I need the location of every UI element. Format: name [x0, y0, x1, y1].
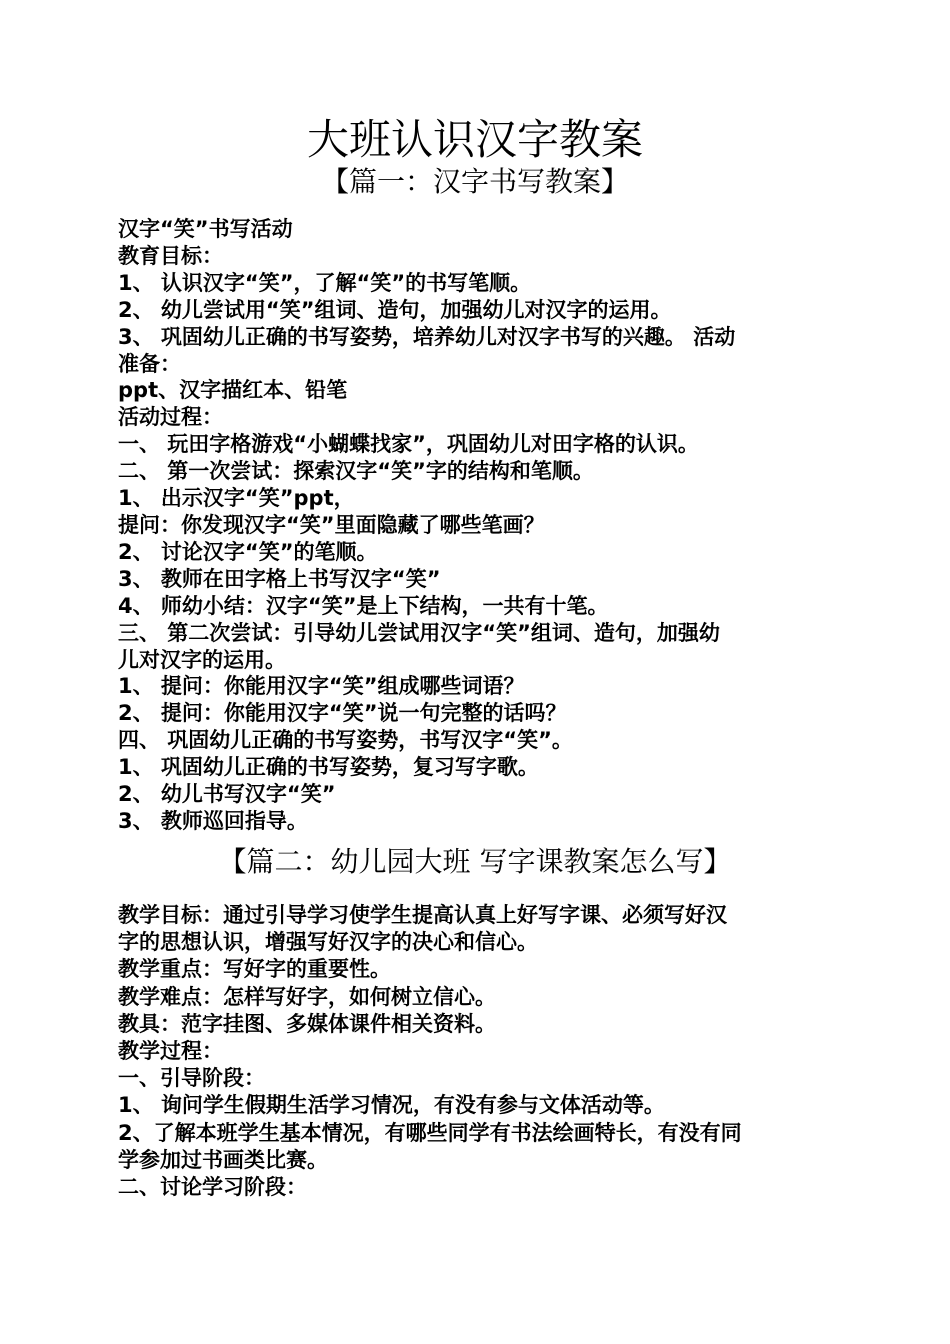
section2-heading: 【篇二：幼儿园大班 写字课教案怎么写】 [218, 845, 732, 878]
text-line: 3、 巩固幼儿正确的书写姿势，培养幼儿对汉字书写的兴趣。 活动 [118, 324, 736, 349]
text-line: 二、 第一次尝试：探索汉字“笑”字的结构和笔顺。 [118, 459, 594, 484]
text-line: ppt、汉字描红本、铅笔 [118, 378, 348, 403]
text-line: 2、 讨论汉字“笑”的笔顺。 [118, 539, 378, 564]
text-line: 2、 幼儿尝试用“笑”组词、造句，加强幼儿对汉字的运用。 [118, 297, 672, 322]
text-line: 2、 提问：你能用汉字“笑”说一句完整的话吗？ [118, 701, 567, 726]
text-line: 提问：你发现汉字“笑”里面隐藏了哪些笔画？ [118, 512, 545, 537]
text-line: 教具：范字挂图、多媒体课件相关资料。 [118, 1011, 496, 1036]
text-line: 1、 提问：你能用汉字“笑”组成哪些词语？ [118, 674, 525, 699]
document-title: 大班认识汉字教案 [306, 115, 643, 164]
text-line: 二、讨论学习阶段： [118, 1175, 307, 1200]
text-line: 1、 巩固幼儿正确的书写姿势，复习写字歌。 [118, 755, 539, 780]
text-line: 准备： [118, 351, 181, 376]
text-line: 1、 询问学生假期生活学习情况，有没有参与文体活动等。 [118, 1093, 665, 1118]
text-line: 活动过程： [118, 405, 223, 430]
section1-heading: 【篇一：汉字书写教案】 [320, 165, 629, 198]
text-line: 汉字“笑”书写活动 [118, 217, 293, 241]
text-line: 学参加过书画类比赛。 [118, 1147, 328, 1172]
text-line: 教育目标： [118, 243, 223, 268]
section2-body [118, 902, 838, 1201]
text-line: 字的思想认识，增强写好汉字的决心和信心。 [118, 930, 538, 955]
text-line: 教学难点：怎样写好字，如何树立信心。 [118, 984, 496, 1009]
text-line: 2、 幼儿书写汉字“笑” [118, 782, 336, 807]
text-line: 儿对汉字的运用。 [118, 647, 286, 672]
text-line: 4、 师幼小结：汉字“笑”是上下结构，一共有十笔。 [118, 593, 609, 618]
text-line: 1、 认识汉字“笑”，了解“笑”的书写笔顺。 [118, 270, 532, 295]
text-line: 3、 教师在田字格上书写汉字“笑” [118, 566, 441, 591]
text-line: 一、引导阶段： [118, 1066, 265, 1091]
text-line: 四、 巩固幼儿正确的书写姿势，书写汉字“笑”。 [118, 728, 573, 753]
text-line: 教学目标：通过引导学习使学生提高认真上好写字课、必须写好汉 [118, 903, 727, 927]
text-line: 一、 玩田字格游戏“小蝴蝶找家”，巩固幼儿对田字格的认识。 [118, 432, 699, 457]
text-line: 1、 出示汉字“笑”ppt， [118, 486, 355, 511]
text-line: 三、 第二次尝试：引导幼儿尝试用汉字“笑”组词、造句，加强幼 [118, 620, 720, 645]
text-line: 3、 教师巡回指导。 [118, 808, 308, 833]
text-line: 2、了解本班学生基本情况，有哪些同学有书法绘画特长，有没有同 [118, 1120, 742, 1145]
text-line: 教学过程： [118, 1039, 223, 1064]
text-line: 教学重点：写好字的重要性。 [118, 957, 391, 982]
section1-body [118, 216, 838, 835]
